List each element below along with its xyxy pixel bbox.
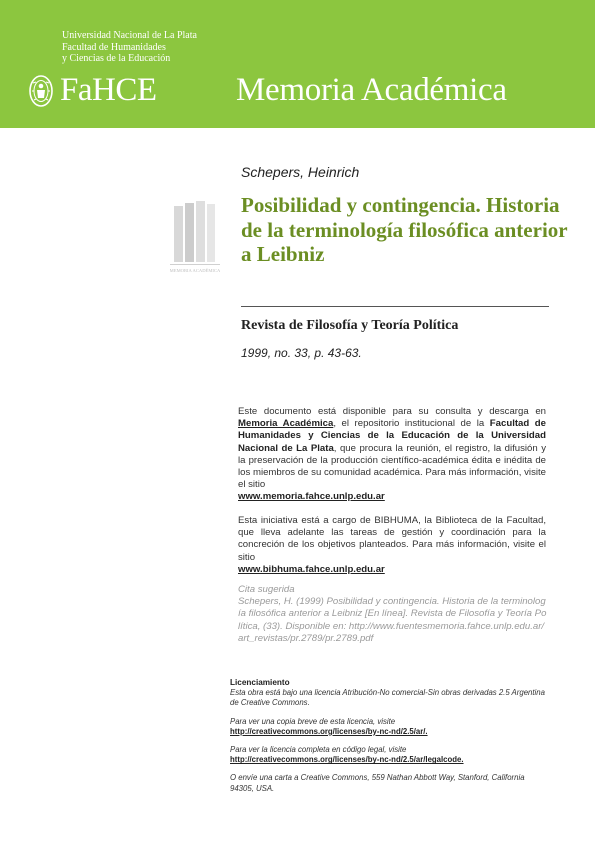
university-seal-icon (28, 74, 54, 108)
license-section (230, 678, 550, 794)
availability-paragraph (238, 406, 546, 504)
faculty-bold: Facultad de Humanidades y Ciencias de la Educación de la Universidad Nacional de La Plata (238, 418, 546, 454)
bibhuma-paragraph (238, 515, 546, 576)
license-full-link[interactable]: http://creativecommons.org/licenses/by-nc-nd/2.5/ar/legalcode. (230, 755, 464, 765)
license-title: Licenciamiento (230, 678, 290, 687)
p1-text-c: , que procura la reunión, el registro, la difusión y la preservación de la producción científico-académica édita e inédita de los miembros de su comunidad académica. Para más información, visite el sitio (238, 442, 547, 491)
repository-title: Memoria Académica (236, 72, 507, 108)
license-copy-link[interactable]: http://creativecommons.org/licenses/by-nc-nd/2.5/ar/. (230, 726, 428, 736)
university-name (62, 30, 197, 65)
p1-text-a: Este documento está disponible para su consulta y descarga en (238, 406, 546, 417)
fahce-logo: FaHCE (60, 72, 157, 108)
faculty-line-2: y Ciencias de la Educación (62, 53, 171, 64)
p1-text-b: , el repositorio institucional de la (333, 418, 485, 430)
author: Schepers, Heinrich (241, 164, 360, 180)
faculty-line: Facultad de Humanidades (62, 41, 166, 53)
suggested-label: Cita sugerida (238, 584, 295, 595)
memoria-academica-link[interactable]: Memoria Académica (238, 418, 334, 430)
p2-text: Esta iniciativa está a cargo de BIBHUMA, la Biblioteca de la Facultad, que lleva adelante las tareas de gestión y coordinación para la concreción de los objetivos planteados. Para más información, visite el sitio (238, 515, 546, 563)
suggested-text: Schepers, H. (1999) Posibilidad y contingencia. Historia de la terminología filosófica anterior a Leibniz [En línea]. Revista de Filosofía y Teoría Política, (33). Disponible en: http://www.fuentesmemoria.fahce.unlp.edu.ar/art_revistas/pr.2789/pr.2789.pdf (238, 596, 547, 644)
bibhuma-url-link[interactable]: www.bibhuma.fahce.unlp.edu.ar (238, 563, 385, 575)
header-banner (0, 0, 595, 128)
journal-name: Revista de Filosofía y Teoría Política (241, 318, 459, 333)
document-title: Posibilidad y contingencia. Historia de la terminología filosófica anterior a Leibniz (241, 193, 568, 266)
license-copy-label: Para ver una copia breve de esta licencia, visite (230, 716, 396, 726)
citation-details: 1999, no. 33, p. 43-63. (241, 346, 362, 360)
memoria-url-link[interactable]: www.memoria.fahce.unlp.edu.ar (238, 491, 385, 503)
logo-caption: MEMORIA ACADÉMICA (170, 268, 220, 273)
books-icon (170, 200, 220, 278)
university-line: Universidad Nacional de La Plata (62, 30, 197, 41)
divider (241, 306, 549, 307)
license-text: Esta obra está bajo una licencia Atribución-No comercial-Sin obras derivadas 2.5 Argentina de Creative Commons. (230, 688, 545, 708)
suggested-citation (238, 584, 548, 645)
license-mail: O envíe una carta a Creative Commons, 559 Nathan Abbott Way, Stanford, California 94305, USA. (230, 773, 525, 793)
license-full-label: Para ver la licencia completa en código legal, visite (230, 745, 407, 755)
